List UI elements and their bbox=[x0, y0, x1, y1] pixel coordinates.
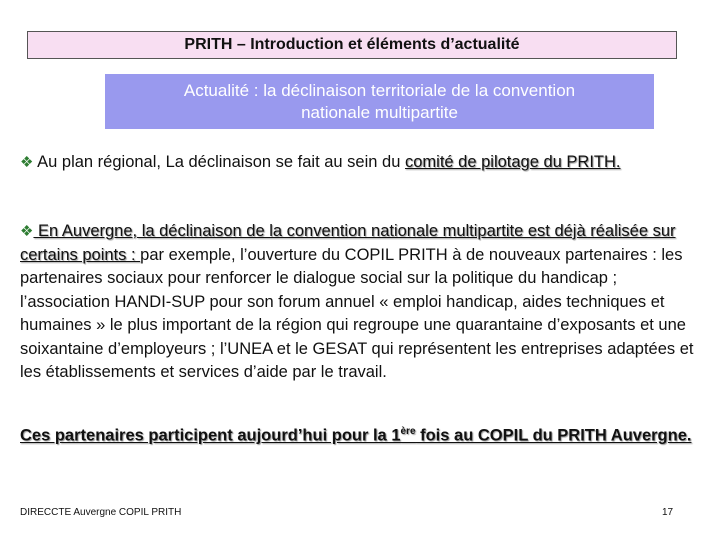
diamond-bullet-icon: ❖ bbox=[20, 154, 34, 171]
bullet-regional-text: Au plan régional, La déclinaison se fait au sein du bbox=[37, 153, 405, 171]
conclusion-sup: ère bbox=[400, 426, 416, 437]
page-number: 17 bbox=[662, 507, 674, 518]
section-heading-line1: Actualité : la déclinaison territoriale de la convention bbox=[183, 81, 576, 100]
footer-label: DIRECCTE Auvergne COPIL PRITH bbox=[20, 507, 182, 518]
bullet-auvergne-emphasis: En Auvergne, la déclinaison de la convention nationale multipartite est déjà réalisée sur certains points : bbox=[20, 222, 676, 264]
bullet-regional bbox=[20, 151, 710, 175]
section-heading bbox=[105, 74, 654, 129]
conclusion-after: fois au COPIL du PRITH Auvergne. bbox=[415, 426, 692, 445]
conclusion-text bbox=[20, 420, 710, 448]
conclusion-before: Ces partenaires participent aujourd’hui pour la 1 bbox=[20, 426, 401, 445]
diamond-bullet-icon: ❖ bbox=[20, 223, 34, 240]
bullet-regional-emphasis: comité de pilotage du PRITH. bbox=[404, 153, 621, 171]
bullet-auvergne bbox=[20, 220, 710, 385]
section-heading-line2: nationale multipartite bbox=[301, 103, 458, 122]
bullet-auvergne-text: par exemple, l’ouverture du COPIL PRITH à de nouveaux partenaires : les partenaires sociaux pour renforcer le dialogue social sur la politique du handicap ; l’association HANDI-SUP pour son forum annuel « emploi handicap, aides techniques et humaines » le plus important de la région qui regroupe une quarantaine d’exposants et une soixantaine d’employeurs ; l’UNEA et le GESAT qui représentent les entreprises adaptées et les établissements et services d’aide par le travail. bbox=[20, 245, 694, 381]
slide-title: PRITH – Introduction et éléments d’actualité bbox=[27, 31, 677, 59]
